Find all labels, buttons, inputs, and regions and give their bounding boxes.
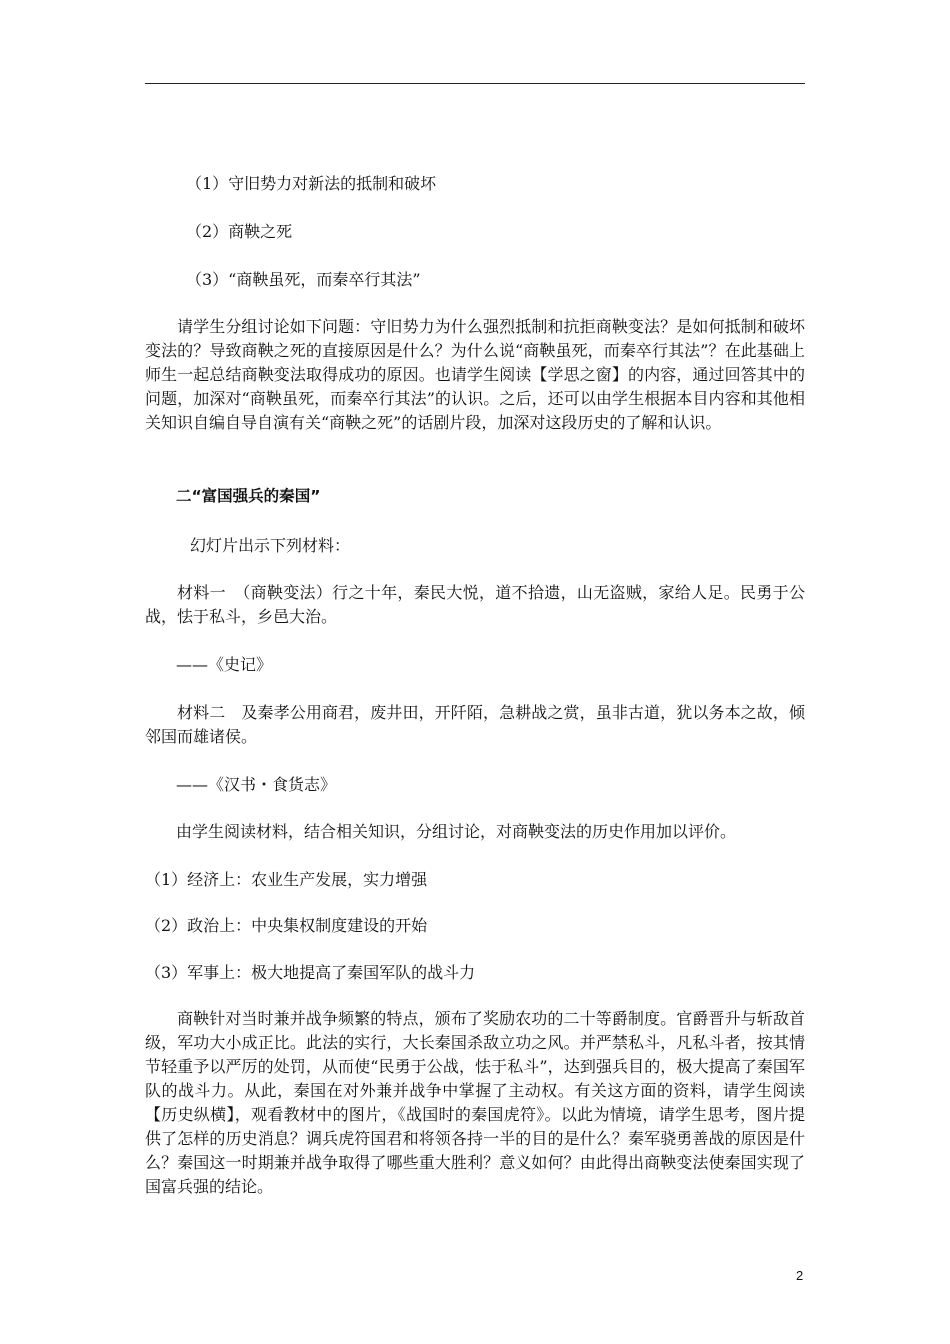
section-heading: 二“富国强兵的秦国”: [176, 487, 321, 505]
page-number: 2: [796, 1268, 804, 1283]
paragraph-military-reform: 商鞅针对当时兼并战争频繁的特点，颁布了奖励农功的二十等爵制度。官爵晋升与斩敌首级，军功大小成正比。此法的实行，大长秦国杀敌立功之风。并严禁私斗，凡私斗者，按其情节轻重予以严厉的处罚，从而使“民勇于公战，怯于私斗”，达到强兵目的，极大提高了秦国军队的战斗力。从此，秦国在对外兼并战争中掌握了主动权。有关这方面的资料，请学生阅读【历史纵横】，观看教材中的图片，《战国时的秦国虎符》。以此为情境，请学生思考，图片提供了怎样的历史消息？调兵虎符国君和将领各持一半的目的是什么？秦军骁勇善战的原因是什么？秦国这一时期兼并战争取得了哪些重大胜利？意义如何？由此得出商鞅变法使秦国实现了国富兵强的结论。: [145, 1009, 805, 1196]
list-item: （1）守旧势力对新法的抵制和破坏: [186, 174, 437, 193]
material-one: 材料一 （商鞅变法）行之十年，秦民大悦，道不拾遗，山无盗贼，家给人足。民勇于公战，怯于私斗，乡邑大治。: [145, 583, 805, 626]
material-two: 材料二 及秦孝公用商君，废井田，开阡陌，急耕战之赏，虽非古道，犹以务本之故，倾邻国而雄诸侯。: [145, 703, 805, 746]
paragraph-discussion-questions: 请学生分组讨论如下问题：守旧势力为什么强烈抵制和抗拒商鞅变法？是如何抵制和破坏变法的？导致商鞅之死的直接原因是什么？为什么说“商鞅虽死，而秦卒行其法”？在此基础上师生一起总结商鞅变法取得成功的原因。也请学生阅读【学思之窗】的内容，通过回答其中的问题，加深对“商鞅虽死，而秦卒行其法”的认识。之后，还可以由学生根据本目内容和其他相关知识自编自导自演有关“商鞅之死”的话剧片段，加深对这段历史的了解和认识。: [145, 317, 805, 432]
list-item: （3）军事上：极大地提高了秦国军队的战斗力: [145, 963, 476, 982]
header-rule: [145, 83, 805, 84]
material-two-source: ——《汉书・食货志》: [176, 775, 337, 794]
list-item: （2）商鞅之死: [186, 222, 293, 241]
list-item: （1）经济上：农业生产发展，实力增强: [145, 870, 428, 889]
list-item: （3）“商鞅虽死，而秦卒行其法”: [186, 270, 421, 289]
material-one-source: ——《史记》: [176, 655, 273, 674]
slide-intro: 幻灯片出示下列材料：: [190, 536, 351, 555]
discussion-instruction: 由学生阅读材料，结合相关知识，分组讨论，对商鞅变法的历史作用加以评价。: [176, 822, 737, 841]
list-item: （2）政治上：中央集权制度建设的开始: [145, 916, 428, 935]
